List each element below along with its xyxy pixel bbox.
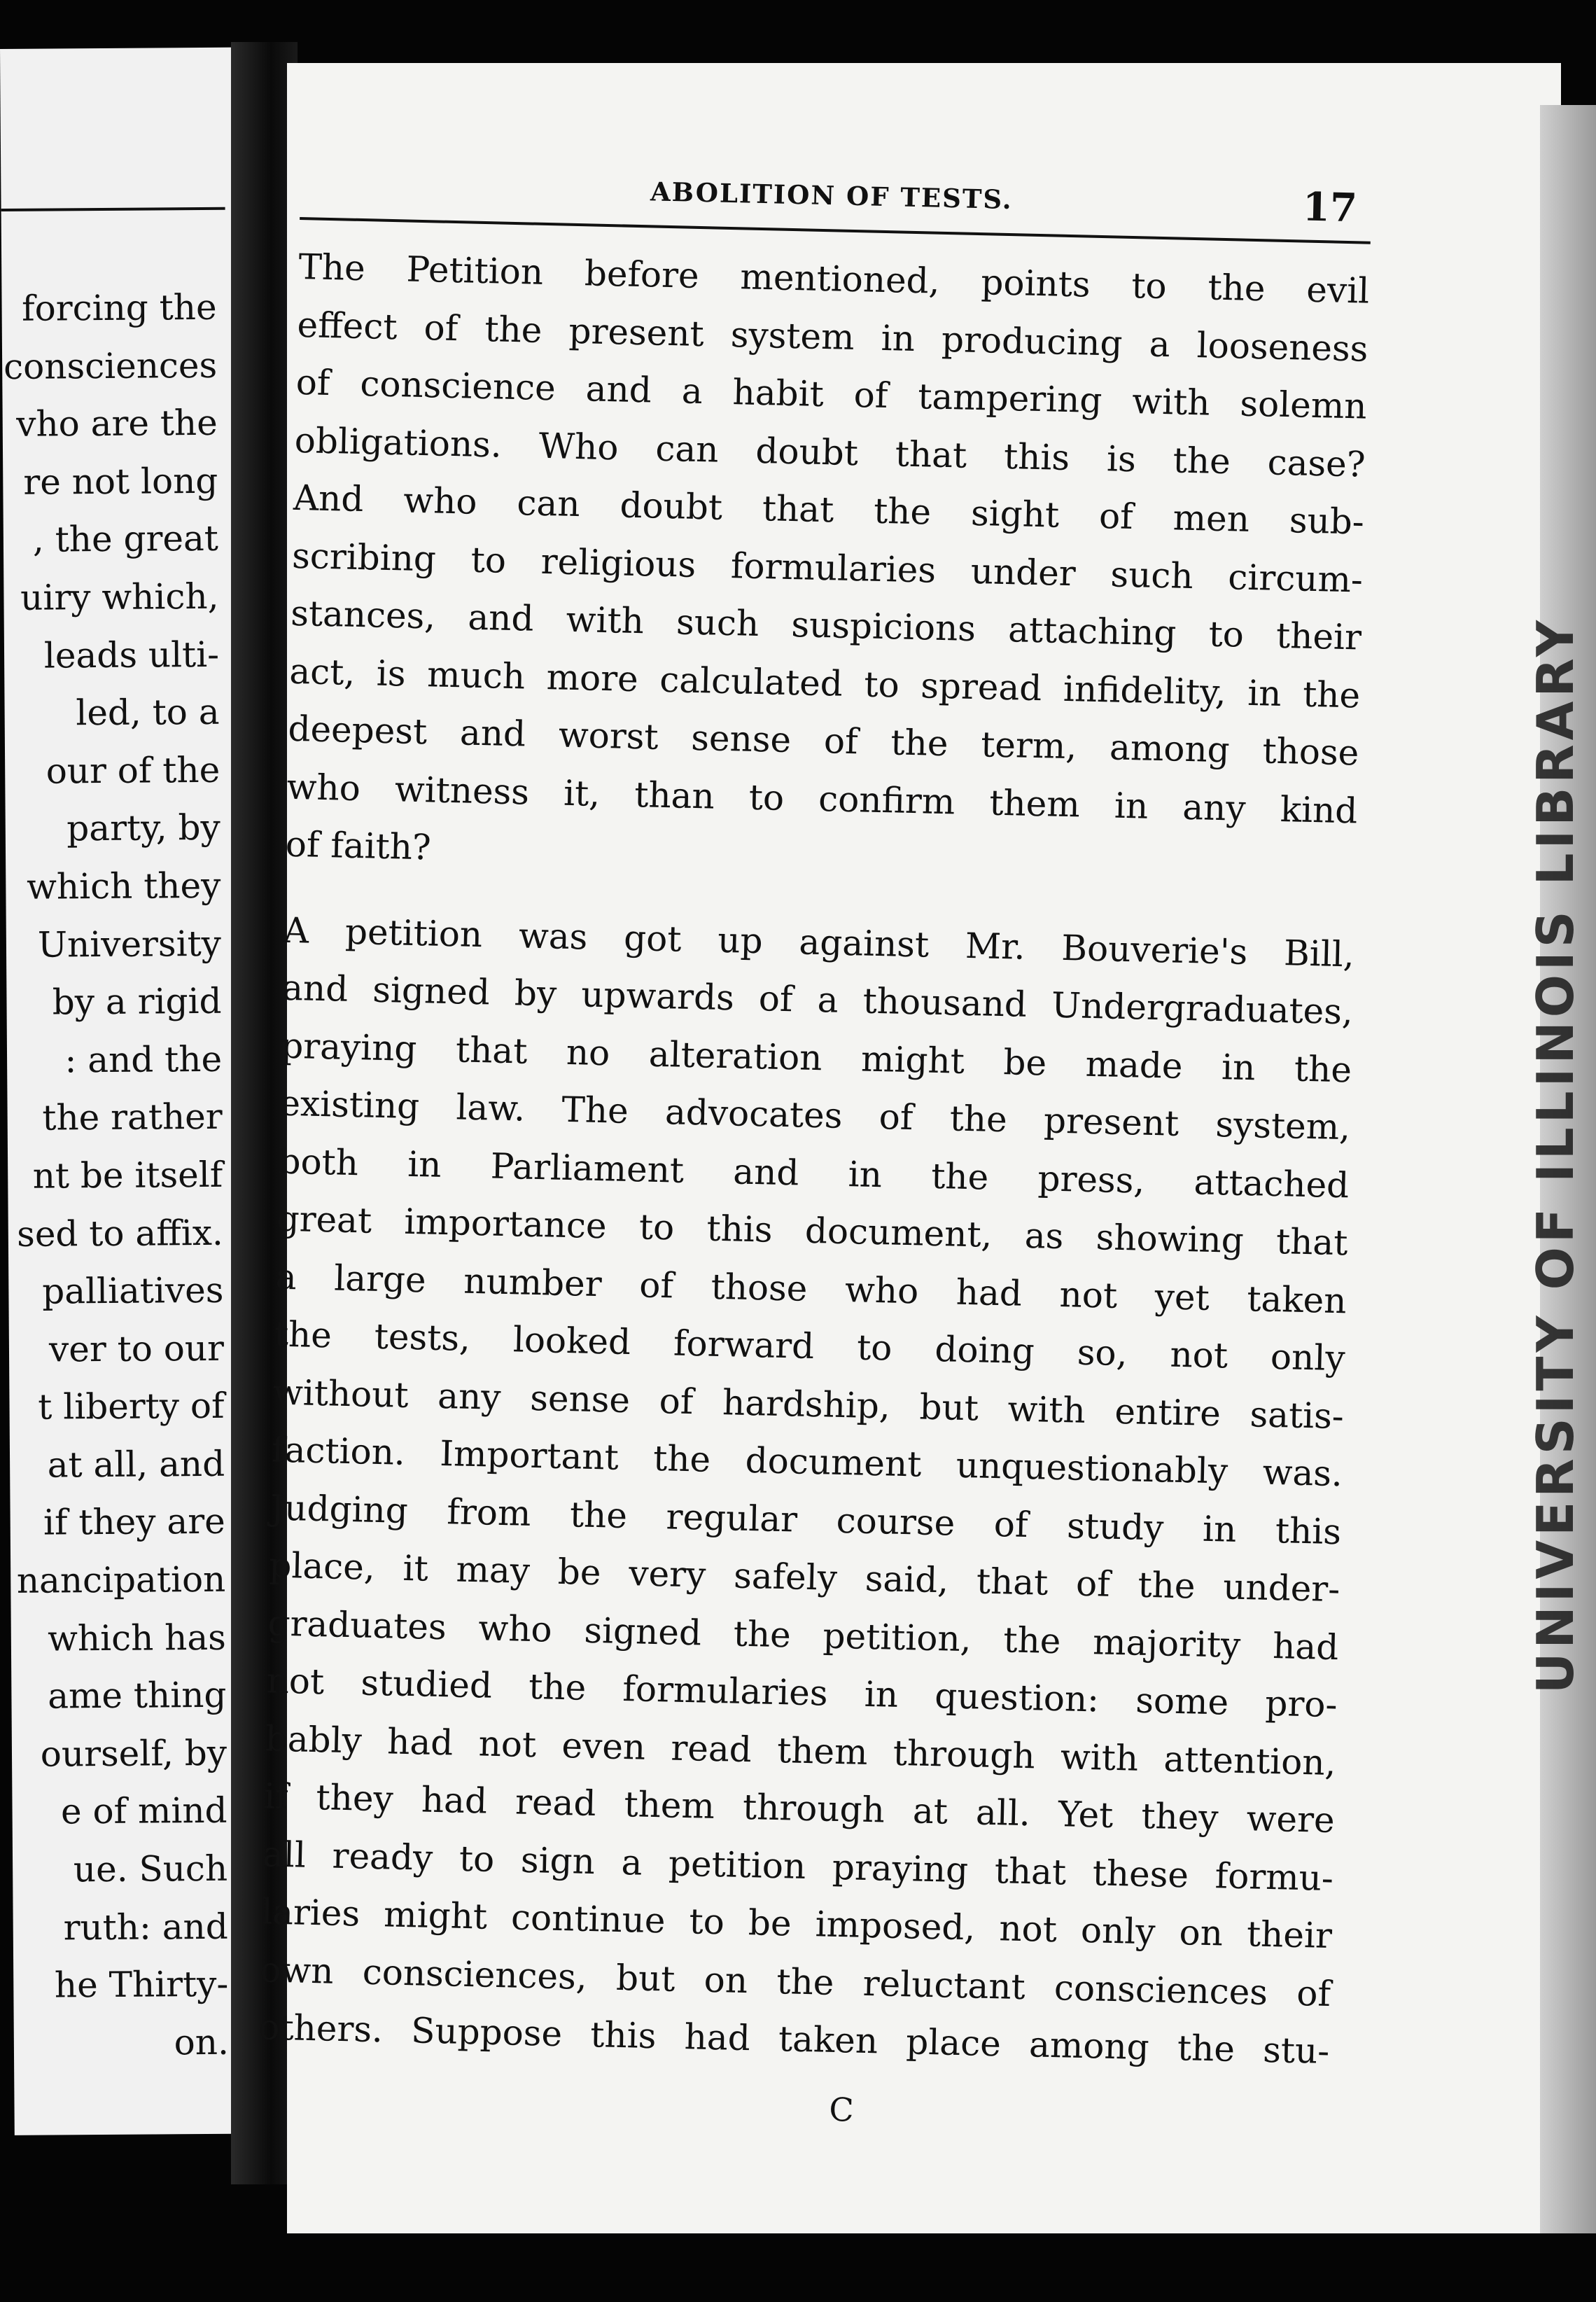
text-line: Judging from the regular course of study in this bbox=[270, 1487, 1342, 1552]
text-line: without any sense of hardship, but with entire satis- bbox=[272, 1372, 1345, 1437]
text-line: and signed by upwards of a thousand Undergraduates, bbox=[281, 967, 1354, 1033]
text-line: praying that no alteration might be made in the bbox=[280, 1025, 1352, 1090]
text-line: party, by bbox=[66, 807, 220, 849]
paragraph-2 bbox=[258, 901, 1355, 2080]
text-line: sed to affix. bbox=[16, 1212, 224, 1255]
text-line: palliatives bbox=[42, 1269, 224, 1312]
text-line: faction. Important the document unquestionably was. bbox=[271, 1429, 1343, 1495]
text-line: both in Parliament and in the press, attached bbox=[277, 1140, 1350, 1206]
text-line: all ready to sign a petition praying that these formu- bbox=[262, 1833, 1334, 1899]
page-number: 17 bbox=[1302, 183, 1358, 232]
text-line: he Thirty- bbox=[54, 1964, 229, 2006]
header-rule bbox=[300, 217, 1371, 244]
text-line: own consciences, but on the reluctant consciences of bbox=[259, 1948, 1331, 2014]
text-line: ue. Such bbox=[73, 1848, 228, 1890]
text-line: ruth: and bbox=[63, 1906, 228, 1948]
text-line: the tests, looked forward to doing so, not only bbox=[274, 1313, 1346, 1379]
text-line: graduates who signed the petition, the majority had bbox=[267, 1602, 1339, 1668]
left-header-rule bbox=[1, 207, 225, 211]
paragraph-1 bbox=[285, 238, 1370, 898]
text-line: existing law. The advocates of the present system, bbox=[279, 1082, 1351, 1148]
text-line: laries might continue to be imposed, not only on their bbox=[260, 1891, 1333, 1957]
text-line: which they bbox=[26, 865, 221, 907]
text-line: And who can doubt that the sight of men sub- bbox=[293, 477, 1365, 543]
text-line: , the great bbox=[32, 518, 219, 561]
text-line: led, to a bbox=[76, 691, 220, 734]
text-line: act, is much more calculated to spread infidelity, in the bbox=[288, 650, 1361, 716]
text-line: who witness it, than to confirm them in any kind bbox=[286, 766, 1358, 831]
text-line: vho are the bbox=[16, 403, 218, 445]
text-line: deepest and worst sense of the term, among those bbox=[287, 708, 1359, 774]
text-line: others. Suppose this had taken place among the stu- bbox=[258, 2007, 1330, 2072]
text-line: which has bbox=[47, 1617, 227, 1659]
text-line: leads ulti- bbox=[43, 634, 220, 676]
text-line: uiry which, bbox=[20, 576, 219, 618]
text-line: not studied the formularies in question: some pro- bbox=[266, 1660, 1338, 1726]
text-line: on. bbox=[174, 2021, 230, 2063]
text-line: re not long bbox=[23, 460, 218, 503]
text-line: of faith? bbox=[285, 823, 432, 868]
running-title: ABOLITION OF TESTS. bbox=[650, 176, 1014, 216]
text-line: great importance to this document, as showing that bbox=[276, 1198, 1348, 1264]
text-line: : and the bbox=[64, 1038, 223, 1081]
text-line: if they are bbox=[43, 1501, 225, 1544]
text-line: consciences bbox=[3, 344, 218, 387]
left-page-text bbox=[0, 279, 229, 2073]
text-line: if they had read them through at all. Yet they were bbox=[263, 1776, 1336, 1841]
text-line: University bbox=[37, 923, 222, 965]
text-line: forcing the bbox=[21, 286, 217, 329]
text-line: of conscience and a habit of tampering with solemn bbox=[295, 361, 1368, 427]
text-line: the rather bbox=[42, 1096, 223, 1138]
text-line: nancipation bbox=[16, 1558, 226, 1601]
text-line: stances, and with such suspicions attaching to their bbox=[290, 592, 1362, 658]
text-line: effect of the present system in producing a looseness bbox=[297, 304, 1368, 370]
text-line: ver to our bbox=[48, 1327, 225, 1370]
text-line: scribing to religious formularies under such circum- bbox=[291, 535, 1364, 601]
text-line: place, it may be very safely said, that of the under- bbox=[268, 1544, 1340, 1610]
text-line: bably had not even read them through with attention, bbox=[265, 1717, 1337, 1783]
text-line: a large number of those who had not yet taken bbox=[275, 1256, 1348, 1321]
text-line: nt be itself bbox=[32, 1154, 223, 1197]
text-line: obligations. Who can doubt that this is the case? bbox=[294, 419, 1366, 485]
text-line: The Petition before mentioned, points to the evil bbox=[298, 246, 1370, 312]
text-line: by a rigid bbox=[52, 980, 222, 1023]
text-line: e of mind bbox=[60, 1790, 227, 1832]
page-content bbox=[257, 161, 1372, 2139]
text-line: ame thing bbox=[48, 1675, 227, 1717]
signature-mark: C bbox=[828, 2090, 855, 2129]
text-line: ourself, by bbox=[40, 1732, 227, 1775]
text-line: our of the bbox=[46, 749, 220, 792]
text-line: t liberty of bbox=[38, 1386, 225, 1428]
library-stamp: UNIVERSITY OF ILLINOIS LIBRARY bbox=[1526, 616, 1585, 1694]
text-line: at all, and bbox=[47, 1443, 225, 1486]
text-line: A petition was got up against Mr. Bouverie's Bill, bbox=[283, 909, 1355, 975]
left-facing-page bbox=[0, 48, 249, 2135]
